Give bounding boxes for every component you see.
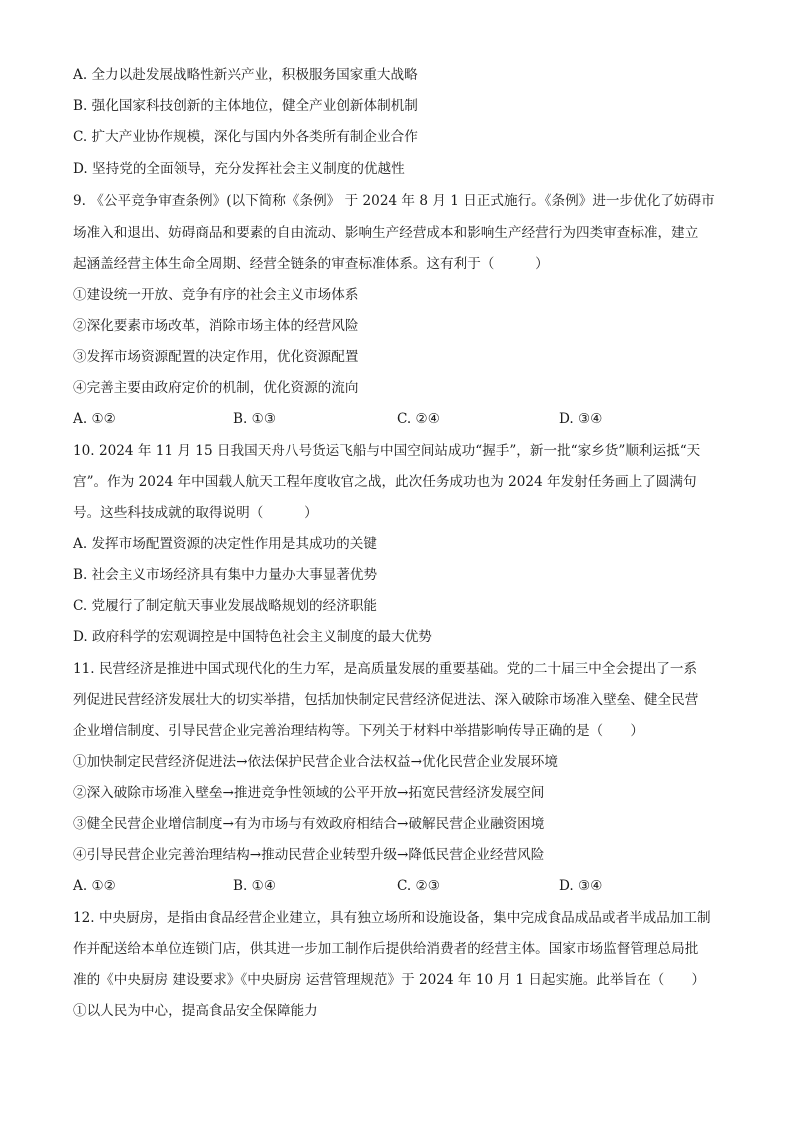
q9-option-d: D. ③④ xyxy=(559,411,603,427)
q11-stem-line: 列促进民营经济发展壮大的切实举措，包括加快制定民营经济促进法、深入破除市场准入壁垒、健全民营 xyxy=(73,692,699,708)
q11-stem-line: 11. 民营经济是推进中国式现代化的生力军，是高质量发展的重要基础。党的二十届三中全会提出了一系 xyxy=(73,661,698,677)
q10-stem-line: 号。这些科技成就的取得说明（ ） xyxy=(73,505,318,521)
q12-item: ①以人民为中心，提高食品安全保障能力 xyxy=(73,1003,318,1019)
q8-option-c: C. 扩大产业协作规模，深化与国内外各类所有制企业合作 xyxy=(73,129,418,145)
q11-item: ①加快制定民营经济促进法→依法保护民营企业合法权益→优化民营企业发展环境 xyxy=(73,754,558,770)
q9-option-a: A. ①② xyxy=(73,411,116,427)
q12-stem-line: 12. 中央厨房，是指由食品经营企业建立，具有独立场所和设施设备，集中完成食品成品或者半成品加工制 xyxy=(73,910,711,926)
q10-stem-line: 10. 2024 年 11 月 15 日我国天舟八号货运飞船与中国空间站成功“握手”，新一批“家乡货”顺利运抵“天 xyxy=(73,443,701,459)
q10-stem-line: 宫”。作为 2024 年中国载人航天工程年度收官之战，此次任务成功也为 2024 年发射任务画上了圆满句 xyxy=(73,474,697,490)
q11-option-b: B. ①④ xyxy=(233,878,277,894)
q9-option-c: C. ②④ xyxy=(397,411,440,427)
q11-option-d: D. ③④ xyxy=(559,878,603,894)
q12-stem-line: 准的《中央厨房 建设要求》《中央厨房 运营管理规范》于 2024 年 10 月 1 日起实施。此举旨在（ ） xyxy=(73,972,706,988)
q10-choice-b: B. 社会主义市场经济具有集中力量办大事显著优势 xyxy=(73,567,378,583)
q10-choice-a: A. 发挥市场配置资源的决定性作用是其成功的关键 xyxy=(73,536,377,552)
q11-option-a: A. ①② xyxy=(73,878,116,894)
q8-option-b: B. 强化国家科技创新的主体地位，健全产业创新体制机制 xyxy=(73,98,418,114)
q9-stem-line: 起涵盖经营主体生命全周期、经营全链条的审查标准体系。这有利于（ ） xyxy=(73,256,549,272)
q8-option-d: D. 坚持党的全面领导，充分发挥社会主义制度的优越性 xyxy=(73,161,405,177)
q11-item: ②深入破除市场准入壁垒→推进竞争性领域的公平开放→拓宽民营经济发展空间 xyxy=(73,785,545,801)
q9-item: ③发挥市场资源配置的决定作用，优化资源配置 xyxy=(73,349,359,365)
q9-stem-line: 9. 《公平竞争审查条例》(以下简称《条例》 于 2024 年 8 月 1 日正式施行。《条例》进一步优化了妨碍市 xyxy=(73,193,715,209)
q11-item: ④引导民营企业完善治理结构→推动民营企业转型升级→降低民营企业经营风险 xyxy=(73,847,545,863)
q9-item: ④完善主要由政府定价的机制，优化资源的流向 xyxy=(73,380,359,396)
q11-item: ③健全民营企业增信制度→有为市场与有效政府相结合→破解民营企业融资困境 xyxy=(73,816,545,832)
q9-options xyxy=(73,410,733,428)
q10-choice-c: C. 党履行了制定航天事业发展战略规划的经济职能 xyxy=(73,598,378,614)
q8-option-a: A. 全力以赴发展战略性新兴产业，积极服务国家重大战略 xyxy=(73,67,418,83)
q11-stem-line: 企业增信制度、引导民营企业完善治理结构等。下列关于材料中举措影响传导正确的是（ ） xyxy=(73,723,644,739)
q9-stem-line: 场准入和退出、妨碍商品和要素的自由流动、影响生产经营成本和影响生产经营行为四类审查标准，建立 xyxy=(73,225,699,241)
q12-stem-line: 作并配送给本单位连锁门店，供其进一步加工制作后提供给消费者的经营主体。国家市场监督管理总局批 xyxy=(73,941,699,957)
q9-item: ①建设统一开放、竞争有序的社会主义市场体系 xyxy=(73,287,359,303)
q9-option-b: B. ①③ xyxy=(233,411,277,427)
q9-item: ②深化要素市场改革，消除市场主体的经营风险 xyxy=(73,318,359,334)
q11-options xyxy=(73,877,733,895)
q10-choice-d: D. 政府科学的宏观调控是中国特色社会主义制度的最大优势 xyxy=(73,629,432,645)
q11-option-c: C. ②③ xyxy=(397,878,440,894)
